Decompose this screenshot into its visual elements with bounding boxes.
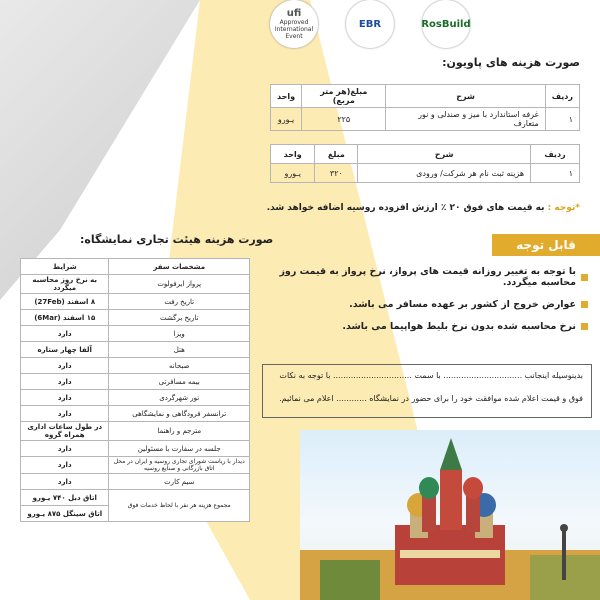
cell: یـورو [271, 164, 315, 183]
bullet-square-icon [581, 301, 588, 308]
cell: دارد [21, 358, 109, 374]
bullet-text: با توجه به تغییر روزانه قیمت های پرواز، نرخ پرواز به قیمت روز محاسبه میگردد. [279, 266, 576, 288]
cell: غرفه استاندارد با میز و صندلی و نور متعارف [386, 108, 545, 131]
cell: دارد [21, 326, 109, 342]
col-header: ردیف [531, 145, 580, 164]
single-room-cell [21, 506, 109, 522]
cell: تاریخ رفت [109, 294, 250, 310]
cell: بیمه مسافرتی [109, 374, 250, 390]
col-header: مبلغ [315, 145, 358, 164]
cell: مترجم و راهنما [109, 422, 250, 441]
cell: تور شهرگردی [109, 390, 250, 406]
pavilion-table-2 [270, 144, 580, 183]
cell: تاریخ برگشت [109, 310, 250, 326]
cell: سیم کارت [109, 474, 250, 490]
table-row [21, 406, 250, 422]
room-price: ۷۴۰ [52, 493, 66, 502]
cell: ویزا [109, 326, 250, 342]
table-row [271, 108, 580, 131]
bullet-square-icon [581, 274, 588, 281]
cell: ۱ [545, 108, 579, 131]
room-unit: یـورو [27, 509, 46, 518]
double-room-cell [21, 490, 109, 506]
attention-header: قابل توجه [492, 234, 600, 256]
table-row [21, 326, 250, 342]
cell: در طول ساعات اداری همراه گروه [21, 422, 109, 441]
cell: دیدار با ریاست شورای تجاری روسیه و ایران در محل اتاق بازرگانی و صنایع روسیه [109, 457, 250, 474]
cell: پرواز ایرفولوت [109, 275, 250, 294]
cell: به نرخ روز محاسبه میگردد [21, 275, 109, 294]
cell: دارد [21, 457, 109, 474]
room-label: اتاق دبل [68, 493, 97, 502]
col-header: شرح [358, 145, 531, 164]
table-row [21, 441, 250, 457]
list-item [248, 299, 588, 310]
cell: دارد [21, 406, 109, 422]
cell: هزینه ثبت نام هر شرکت/ ورودی [358, 164, 531, 183]
list-item [248, 321, 588, 332]
note-text: به قیمت های فوق ۲۰ ٪ ارزش افزوده روسیه اضافه خواهد شد. [266, 203, 548, 213]
russian-exhibition-logo: EBR [346, 0, 394, 48]
cell: آلفا چهار ستاره [21, 342, 109, 358]
rosbuild-logo: RosBuild [422, 0, 470, 48]
col-header: شرح [386, 85, 545, 108]
vat-note [267, 203, 580, 213]
table-row [21, 474, 250, 490]
col-header: مبلغ(هر متر مربع) [302, 85, 386, 108]
agreement-form [262, 364, 592, 418]
cell: جلسه در سفارت با مسئولین [109, 441, 250, 457]
moscow-cathedral-image [300, 430, 600, 600]
table-row [21, 490, 250, 506]
room-unit: یـورو [32, 493, 51, 502]
trade-delegation-title: صورت هزینه هیئت تجاری نمایشگاه: [80, 233, 274, 246]
col-header: ردیف [545, 85, 579, 108]
cell: ۱ [531, 164, 580, 183]
agreement-line-2: فوق و قیمت اعلام شده موافقت خود را برای حضور در نمایشگاه ............ اعلام می نمائیم. [279, 394, 583, 403]
table-row [271, 164, 580, 183]
list-item [248, 266, 588, 288]
cell: دارد [21, 374, 109, 390]
cell: ۸ اسفند (27Feb) [21, 294, 109, 310]
bullet-text: عوارض خروج از کشور بر عهده مسافر می باشد. [349, 299, 576, 310]
table-row [21, 342, 250, 358]
cathedral-illustration [300, 430, 600, 600]
note-label: *توجه : [547, 203, 580, 213]
room-label: اتاق سینگل [62, 509, 103, 518]
total-label: مجموع هزینه هر نفر با لحاظ خدمات فوق [109, 490, 250, 522]
table-row [21, 310, 250, 326]
table-row [21, 358, 250, 374]
bullet-text: نرخ محاسبه شده بدون نرخ بلیط هواپیما می باشد. [342, 321, 576, 332]
cell: ۱۵ اسفند (6Mar) [21, 310, 109, 326]
cell: ۲۲۵ [302, 108, 386, 131]
trade-delegation-table [20, 258, 250, 522]
table-row [21, 275, 250, 294]
ufi-logo: ufi Approved International Event [270, 0, 318, 48]
cell: یـورو [271, 108, 302, 131]
table-row [21, 374, 250, 390]
attention-list [248, 266, 588, 343]
cell: دارد [21, 390, 109, 406]
cell: ۳۲۰ [315, 164, 358, 183]
pavilion-table-1 [270, 84, 580, 131]
room-price: ۸۷۵ [47, 509, 61, 518]
cell: دارد [21, 474, 109, 490]
col-header: شرایط [21, 259, 109, 275]
col-header: مشخصات سفر [109, 259, 250, 275]
col-header: واحد [271, 85, 302, 108]
table-row [21, 294, 250, 310]
bullet-square-icon [581, 323, 588, 330]
pavilion-title: صورت هزینه های پاویون: [442, 56, 580, 69]
agreement-line-1: بدینوسیله اینجانب ............................... با سمت ............................... با توجه به نکات [279, 371, 583, 380]
table-row [21, 422, 250, 441]
cell: ترانسفر فرودگاهی و نمایشگاهی [109, 406, 250, 422]
cell: صبحانه [109, 358, 250, 374]
cell: دارد [21, 441, 109, 457]
logo-row [270, 0, 470, 48]
table-row [21, 457, 250, 474]
table-row [21, 390, 250, 406]
col-header: واحد [271, 145, 315, 164]
cell: هتل [109, 342, 250, 358]
